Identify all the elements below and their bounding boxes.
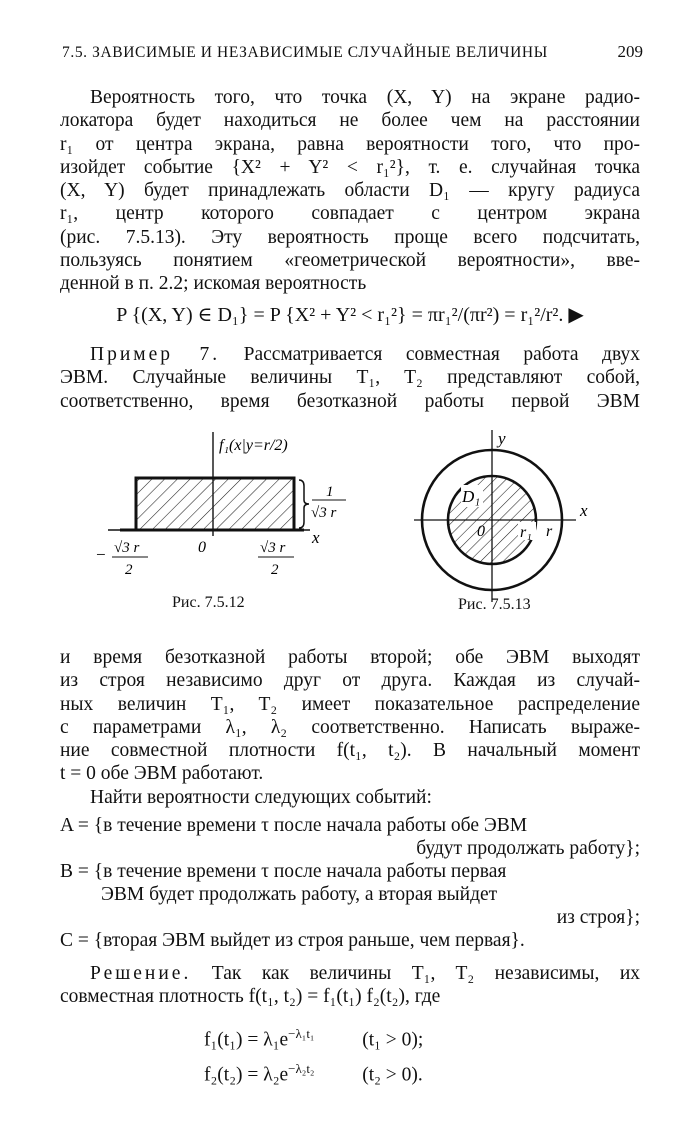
figure-7-5-13 <box>408 430 608 610</box>
equation-f2 <box>204 1054 423 1091</box>
text-line: r₁ от центра экрана, равна вероятности того, что про- <box>60 133 640 155</box>
text-line: из строя независимо друг от друга. Каждая из случай- <box>60 670 640 692</box>
text-line: ЭВМ. Случайные величины T₁, T₂ представляют собой, <box>60 367 640 389</box>
figure-7-5-12 <box>88 428 358 588</box>
density-rectangle <box>136 478 294 530</box>
paragraph-example <box>60 343 640 413</box>
page-number: 209 <box>617 42 643 61</box>
text-line: пользуясь понятием «геометрической вероятности», вве- <box>60 250 640 272</box>
formula-probability: P {(X, Y) ∈ D₁} = P {X² + Y² < r₁²} = πr₁²/(πr²) = r₁²/r². ▶ <box>116 304 584 326</box>
right-tick-num: √3 r <box>260 540 286 556</box>
paragraph-continuation <box>60 646 640 809</box>
caption-7-5-12: Рис. 7.5.12 <box>172 594 245 611</box>
eq1-lhs: f₁(t₁) = λ₁e <box>204 1029 289 1051</box>
eq1-condition: (t₁ > 0); <box>362 1029 424 1051</box>
x-axis-label: x <box>312 528 320 547</box>
event-b-line1: B = {в течение времени τ после начала работы первая <box>60 861 507 882</box>
text-line: Вероятность того, что точка (X, Y) на экране радио- <box>90 87 640 108</box>
text-line: r₁, центр которого совпадает с центром экрана <box>60 203 640 225</box>
left-tick-num: √3 r <box>114 540 140 556</box>
height-label-num: 1 <box>326 484 334 500</box>
event-a-line2: будут продолжать работу}; <box>416 838 640 859</box>
eq1-exponent: −λ₁t₁ <box>288 1026 315 1041</box>
example-label: Пример 7. <box>90 344 221 365</box>
event-b-line2: ЭВМ будет продолжать работу, а вторая выйдет <box>101 884 498 905</box>
text-line: (X, Y) будет принадлежать области D₁ — кругу радиуса <box>60 180 640 202</box>
caption-7-5-13: Рис. 7.5.13 <box>458 596 531 613</box>
brace <box>299 480 309 528</box>
left-tick-sign: − <box>96 545 106 564</box>
solution-label: Решение. <box>90 963 192 984</box>
eq2-exponent: −λ₂t₂ <box>288 1061 315 1076</box>
running-header <box>62 42 643 66</box>
x-axis-label: x <box>580 501 588 520</box>
equation-f1 <box>204 1019 423 1056</box>
text-line: и время безотказной работы второй; обе ЭВМ выходят <box>60 647 640 668</box>
text-line: совместная плотность f(t₁, t₂) = f₁(t₁) f₂(t₂), где <box>60 986 441 1008</box>
height-label-den: √3 r <box>311 505 337 521</box>
y-axis-label: y <box>498 430 506 448</box>
text-line: t = 0 обе ЭВМ работают. <box>60 763 264 785</box>
region-label: D₁ <box>462 487 481 506</box>
text-line: (рис. 7.5.13). Эту вероятность проще всего подсчитать, <box>60 226 640 248</box>
section-title: 7.5. ЗАВИСИМЫЕ И НЕЗАВИСИМЫЕ СЛУЧАЙНЫЕ ВЕЛИЧИНЫ <box>62 44 548 61</box>
left-tick-den: 2 <box>125 562 133 578</box>
text-line: локатора будет находиться не более чем на расстоянии <box>60 110 640 132</box>
task-line: Найти вероятности следующих событий: <box>90 786 432 808</box>
event-c-line1: C = {вторая ЭВМ выйдет из строя раньше, чем первая}. <box>60 930 525 951</box>
text-line: с параметрами λ₁, λ₂ соответственно. Написать выраже- <box>60 716 640 738</box>
eq2-condition: (t₂ > 0). <box>362 1064 423 1086</box>
text-line: ние совместной плотности f(t₁, t₂). В начальный момент <box>60 740 640 762</box>
text-line: изойдет событие {X² + Y² < r₁²}, т. е. случайная точка <box>60 156 640 178</box>
text-line: ных величин T₁, T₂ имеет показательное распределение <box>60 693 640 715</box>
text-line: денной в п. 2.2; искомая вероятность <box>60 273 367 295</box>
y-axis-label: f₁(x|y=r/2) <box>219 437 288 454</box>
zero-label: 0 <box>477 523 485 540</box>
eq2-lhs: f₂(t₂) = λ₂e <box>204 1064 289 1086</box>
paragraph-solution <box>60 962 640 1009</box>
event-b-line3: из строя}; <box>556 907 640 928</box>
right-tick-den: 2 <box>271 562 279 578</box>
event-a-line1: A = {в течение времени τ после начала работы обе ЭВМ <box>60 815 528 836</box>
text-line: соответственно, время безотказной работы первой ЭВМ <box>60 390 640 412</box>
r1-label: r₁ <box>520 524 532 541</box>
zero-label: 0 <box>198 539 206 556</box>
paragraph-probability <box>60 86 640 296</box>
text-line: Пример 7. Рассматривается совместная работа двух <box>90 344 641 365</box>
text-line: Решение. Так как величины T₁, T₂ независимы, их <box>90 963 641 984</box>
r-label: r <box>546 523 553 540</box>
